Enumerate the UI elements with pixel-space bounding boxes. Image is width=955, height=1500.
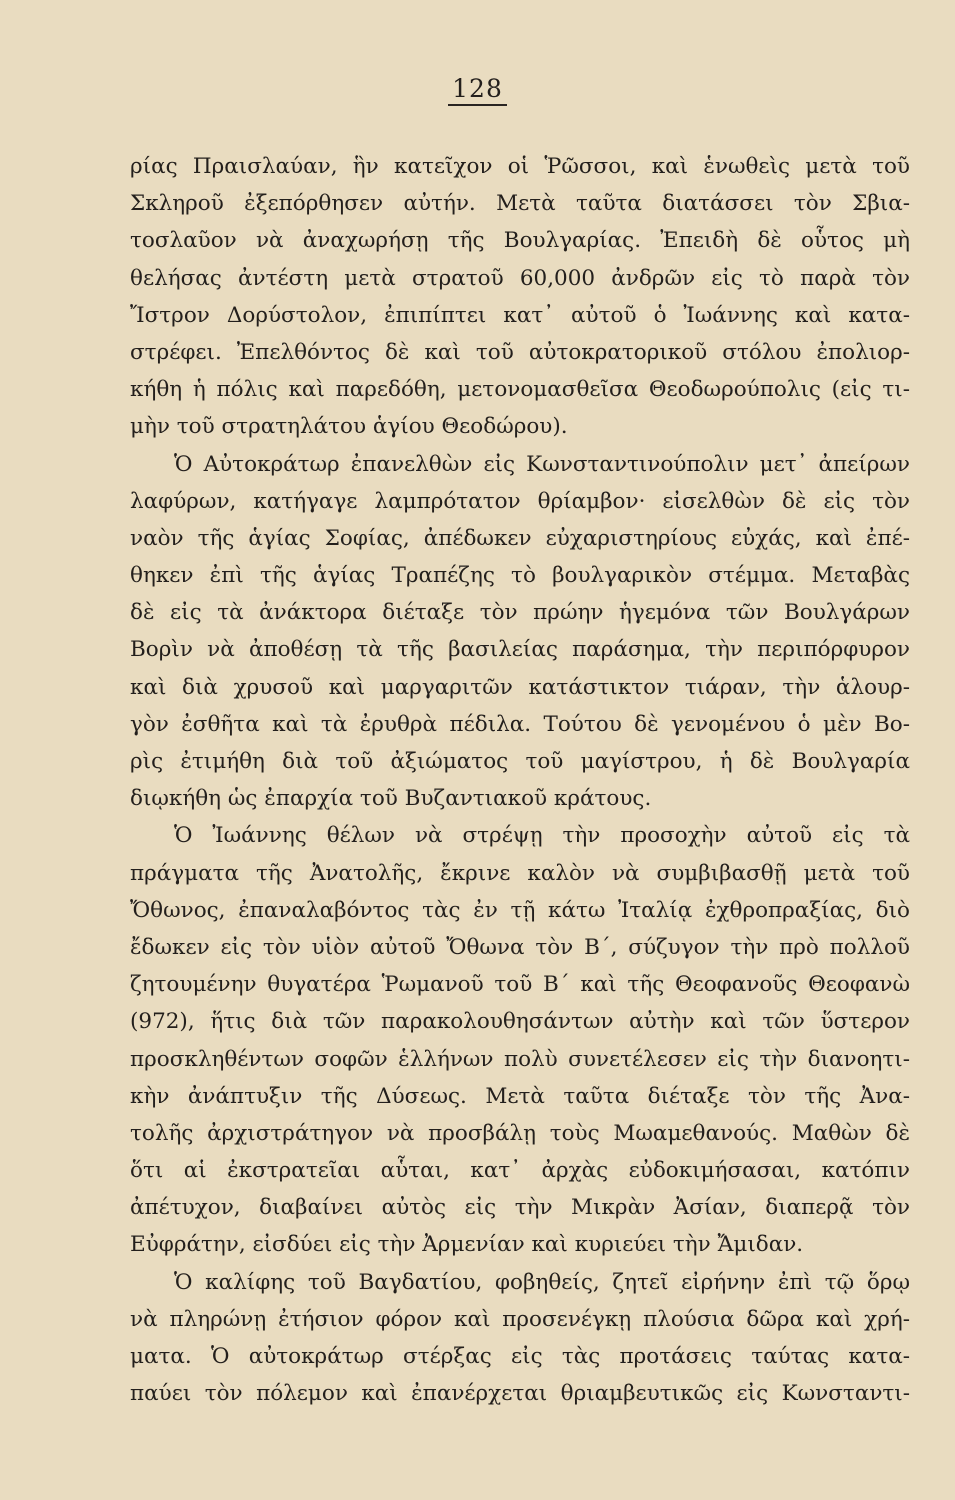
text-line: μὴν τοῦ στρατηλάτου ἁγίου Θεοδώρου). [130,414,568,440]
text-line: προσκληθέντων σοφῶν ἑλλήνων πολὺ συνετέλεσεν εἰς τὴν διανοητι- [130,1046,910,1072]
text-line: λαφύρων, κατήγαγε λαμπρότατον θρίαμβον· εἰσελθὼν δὲ εἰς τὸν [130,488,910,514]
text-line: διῳκήθη ὡς ἐπαρχία τοῦ Βυζαντιακοῦ κράτους. [130,786,652,812]
paragraph-start: Ὁ καλίφης τοῦ Βαγδατίου, φοβηθείς, ζητεῖ εἰρήνην ἐπὶ τῷ ὅρῳ [174,1269,910,1295]
text-line: ρίας Πραισλαύαν, ἣν κατεῖχον οἱ Ῥῶσσοι, καὶ ἑνωθεὶς μετὰ τοῦ [130,154,910,179]
text-line: ἀπέτυχον, διαβαίνει αὐτὸς εἰς τὴν Μικρὰν Ἀσίαν, διαπερᾷ τὸν [130,1195,910,1221]
text-line: στρέφει. Ἐπελθόντος δὲ καὶ τοῦ αὐτοκρατορικοῦ στόλου ἐπολιορ- [130,339,910,365]
text-line: ματα. Ὁ αὐτοκράτωρ στέρξας εἰς τὰς προτάσεις ταύτας κατα- [130,1344,910,1369]
text-line: τολῆς ἀρχιστράτηγον νὰ προσβάλῃ τοὺς Μωαμεθανούς. Μαθὼν δὲ [130,1120,910,1146]
text-line: τοσλαῦον νὰ ἀναχωρήσῃ τῆς Βουλγαρίας. Ἐπειδὴ δὲ οὗτος μὴ [130,228,910,254]
text-line: Σκληροῦ ἐξεπόρθησεν αὐτήν. Μετὰ ταῦτα διατάσσει τὸν Σβια- [130,191,910,217]
text-line: κήθη ἡ πόλις καὶ παρεδόθη, μετονομασθεῖσα Θεοδωρούπολις (εἰς τι- [130,377,910,403]
text-line: νὰ πληρώνῃ ἐτήσιον φόρον καὶ προσενέγκῃ πλούσια δῶρα καὶ χρή- [130,1306,910,1332]
text-line: Εὐφράτην, εἰσδύει εἰς τὴν Ἀρμενίαν καὶ κυριεύει τὴν Ἄμιδαν. [130,1232,804,1258]
text-line: γὸν ἐσθῆτα καὶ τὰ ἐρυθρὰ πέδιλα. Τούτου δὲ γενομένου ὁ μὲν Βο- [130,711,910,737]
text-line: ρὶς ἐτιμήθη διὰ τοῦ ἀξιώματος τοῦ μαγίστρου, ἡ δὲ Βουλγαρία [130,749,910,774]
paragraph-start: Ὁ Αὐτοκράτωρ ἐπανελθὼν εἰς Κωνσταντινούπολιν μετ᾽ ἀπείρων [174,451,910,477]
text-line: ζητουμένην θυγατέρα Ῥωμανοῦ τοῦ Β΄ καὶ τῆς Θεοφανοῦς Θεοφανὼ [130,972,910,998]
paragraph-start: Ὁ Ἰωάννης θέλων νὰ στρέψῃ τὴν προσοχὴν αὐτοῦ εἰς τὰ [174,823,910,849]
text-line: ἔδωκεν εἰς τὸν υἱὸν αὐτοῦ Ὄθωνα τὸν Β΄, σύζυγον τὴν πρὸ πολλοῦ [130,934,910,960]
text-line: ναὸν τῆς ἁγίας Σοφίας, ἀπέδωκεν εὐχαριστηρίους εὐχάς, καὶ ἐπέ- [130,525,910,551]
text-line: (972), ἥτις διὰ τῶν παρακολουθησάντων αὐτὴν καὶ τῶν ὕστερον [130,1009,910,1035]
text-line: θηκεν ἐπὶ τῆς ἁγίας Τραπέζης τὸ βουλγαρικὸν στέμμα. Μεταβὰς [130,563,910,589]
text-line: δὲ εἰς τὰ ἀνάκτορα διέταξε τὸν πρώην ἡγεμόνα τῶν Βουλγάρων [130,600,910,626]
text-line: Ὄθωνος, ἐπαναλαβόντος τὰς ἐν τῇ κάτω Ἰταλίᾳ ἐχθροπραξίας, διὸ [130,897,910,923]
text-line: παύει τὸν πόλεμον καὶ ἐπανέρχεται θριαμβευτικῶς εἰς Κωνσταντι- [130,1381,910,1407]
text-line: Ἴστρον Δορύστολον, ἐπιπίπτει κατ᾽ αὐτοῦ ὁ Ἰωάννης καὶ κατα- [130,302,910,328]
text-line: πράγματα τῆς Ἀνατολῆς, ἔκρινε καλὸν νὰ συμβιβασθῇ μετὰ τοῦ [130,860,910,886]
body-text [130,148,910,1412]
text-line: ὅτι αἱ ἐκστρατεῖαι αὗται, κατ᾽ ἀρχὰς εὐδοκιμήσασαι, κατόπιν [130,1158,910,1184]
text-line: θελήσας ἀντέστη μετὰ στρατοῦ 60,000 ἀνδρῶν εἰς τὸ παρὰ τὸν [130,265,910,291]
page-number: 128 [0,74,955,106]
text-line: καὶ διὰ χρυσοῦ καὶ μαργαριτῶν κατάστικτον τιάραν, τὴν ἁλουρ- [130,674,910,700]
text-line: κὴν ἀνάπτυξιν τῆς Δύσεως. Μετὰ ταῦτα διέταξε τὸν τῆς Ἀνα- [130,1083,910,1109]
text-line: Βορὶν νὰ ἀποθέσῃ τὰ τῆς βασιλείας παράσημα, τὴν περιπόρφυρον [130,637,910,663]
